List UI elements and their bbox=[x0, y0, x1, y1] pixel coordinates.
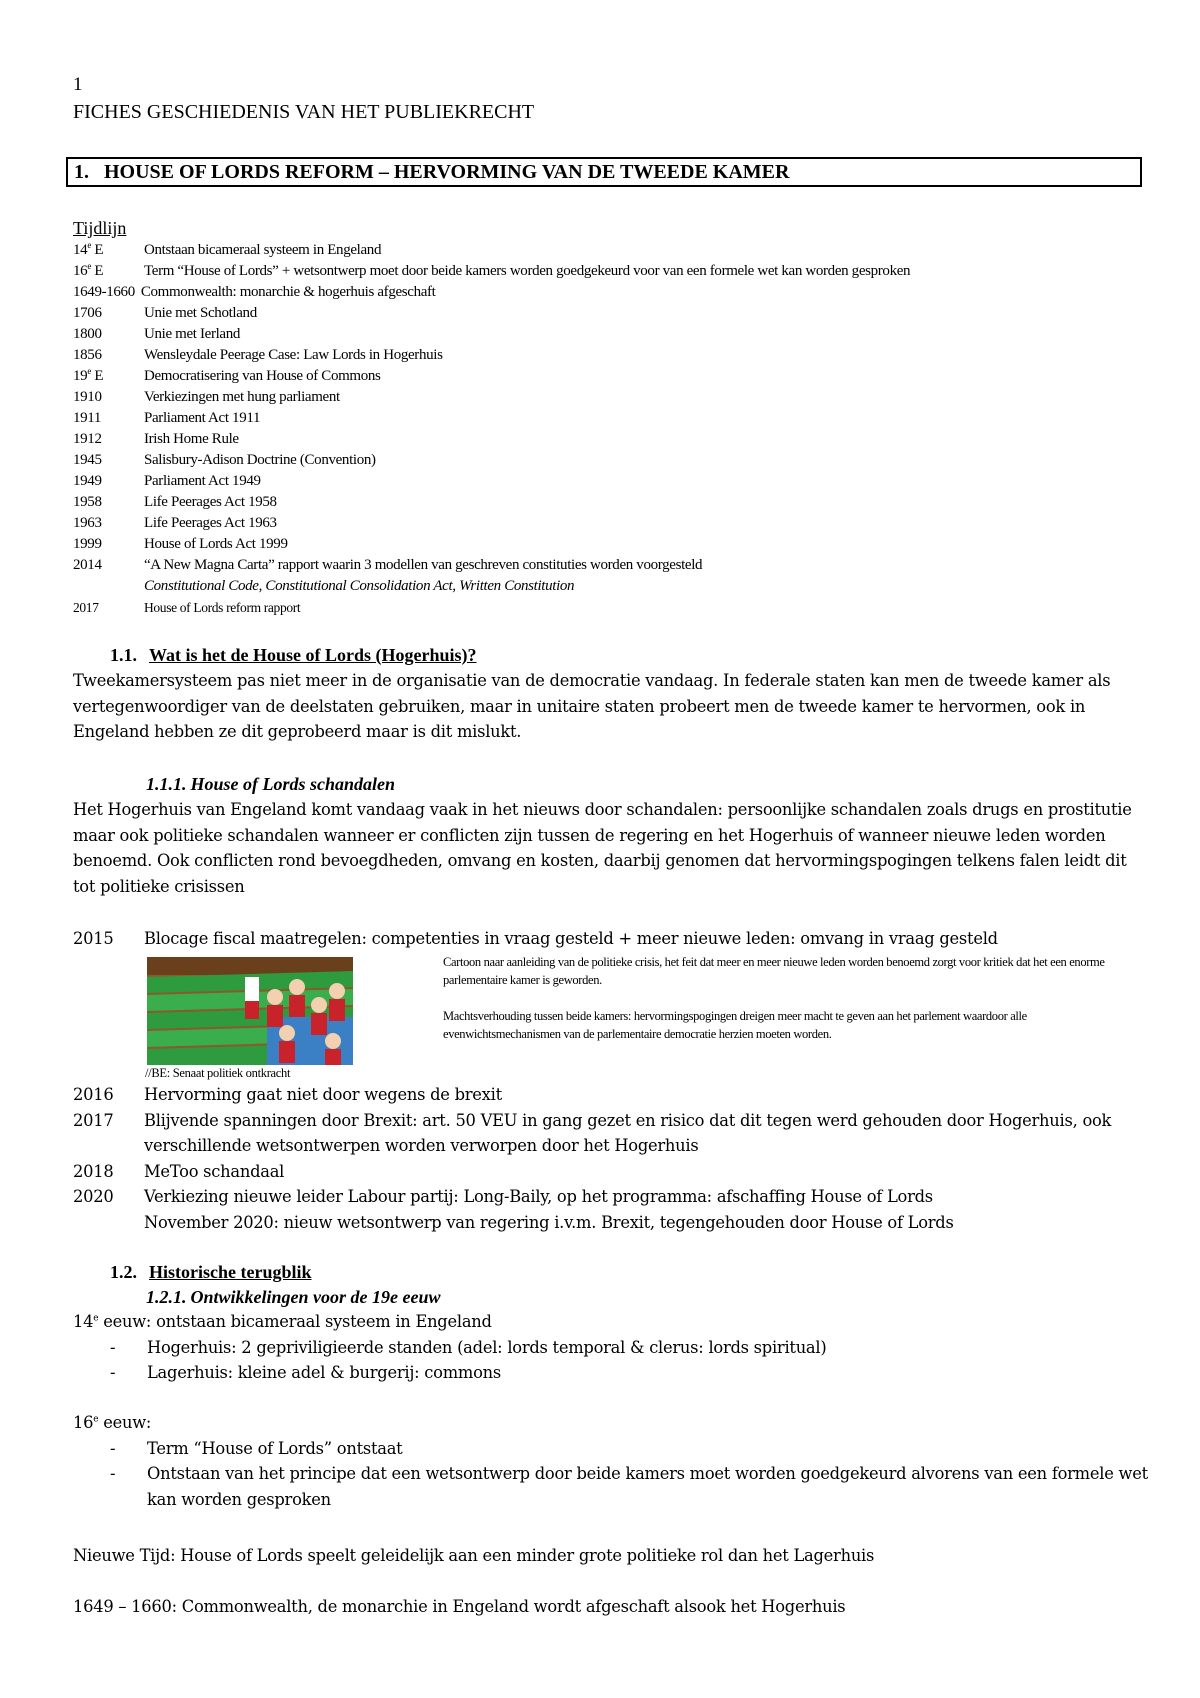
section-1-1-heading bbox=[110, 645, 477, 666]
timeline-year: 1963 bbox=[73, 515, 102, 531]
timeline-text: House of Lords Act 1999 bbox=[144, 536, 288, 552]
event-row bbox=[73, 1210, 1173, 1236]
timeline-year bbox=[73, 576, 144, 597]
timeline-year: 1649-1660 bbox=[73, 284, 135, 300]
timeline-row bbox=[73, 345, 1173, 366]
timeline-text: Democratisering van House of Commons bbox=[144, 368, 381, 384]
timeline-text: Wensleydale Peerage Case: Law Lords in Hogerhuis bbox=[144, 347, 443, 363]
timeline-year: 2014 bbox=[73, 557, 102, 573]
event-year: 2015 bbox=[73, 929, 114, 948]
timeline-text: Ontstaan bicameraal systeem in Engeland bbox=[144, 242, 382, 258]
cartoon-caption-right bbox=[443, 953, 1133, 1043]
section-title: Ontwikkelingen voor de 19e eeuw bbox=[190, 1287, 441, 1307]
bullet-list bbox=[73, 1335, 1153, 1386]
event-row bbox=[73, 926, 1173, 952]
section-1-2-1-heading bbox=[146, 1287, 441, 1308]
cartoon-illustration bbox=[147, 957, 353, 1065]
section-title: House of Lords schandalen bbox=[190, 774, 396, 794]
timeline-text: “A New Magna Carta” rapport waarin 3 modellen van geschreven constituties worden voorgesteld bbox=[144, 557, 703, 573]
bullet-list bbox=[73, 1436, 1153, 1513]
timeline-text: House of Lords reform rapport bbox=[144, 600, 301, 615]
timeline-year: 1856 bbox=[73, 347, 102, 363]
timeline-row bbox=[73, 366, 1173, 387]
section-1-1-paragraph: Tweekamersysteem pas niet meer in de organisatie van de democratie vandaag. In federale staten kan men de tweede kamer als vertegenwoordiger van de deelstaten gebruiken, maar in unitaire staten probeert men de tweede kamer te hervormen, ook in Engeland hebben ze dit geprobeerd maar is dit mislukt. bbox=[73, 671, 1111, 741]
timeline-text: Parliament Act 1911 bbox=[144, 410, 261, 426]
event-year: 2018 bbox=[73, 1161, 114, 1181]
event-text: Hervorming gaat niet door wegens de brexit bbox=[144, 1085, 502, 1104]
timeline-text: Life Peerages Act 1963 bbox=[144, 515, 277, 531]
timeline-text: Commonwealth: monarchie & hogerhuis afgeschaft bbox=[140, 284, 436, 300]
timeline-year: 1949 bbox=[73, 473, 102, 489]
event-row bbox=[73, 1184, 1173, 1210]
timeline-year: 1911 bbox=[73, 410, 102, 426]
century-heading: 14e eeuw: ontstaan bicameraal systeem in Engeland bbox=[73, 1312, 492, 1331]
event-text: MeToo schandaal bbox=[144, 1161, 285, 1181]
event-row bbox=[73, 1108, 1173, 1159]
timeline-year: 1800 bbox=[73, 326, 102, 342]
event-text: Blocage fiscal maatregelen: competenties in vraag gesteld + meer nieuwe leden: omvang in vraag gesteld bbox=[144, 929, 998, 948]
list-item: - Lagerhuis: kleine adel & burgerij: commons bbox=[110, 1363, 501, 1382]
event-year: 2020 bbox=[73, 1187, 114, 1206]
event-text: Blijvende spanningen door Brexit: art. 50 VEU in gang gezet en risico dat dit tegen werd gehouden door Hogerhuis, ook verschillende wetsontwerpen worden verworpen door het Hogerhuis bbox=[144, 1110, 1112, 1155]
section-number: 1.2.1. bbox=[146, 1287, 187, 1307]
section-number: 1.2. bbox=[110, 1262, 137, 1282]
nieuwe-tijd-paragraph: Nieuwe Tijd: House of Lords speelt geleidelijk aan een minder grote politieke rol dan het Lagerhuis bbox=[73, 1546, 875, 1565]
timeline-text: Irish Home Rule bbox=[144, 431, 239, 447]
section-1-number: 1. bbox=[74, 161, 89, 183]
event-row bbox=[73, 1082, 1173, 1108]
timeline-year: 1910 bbox=[73, 389, 102, 405]
timeline-row bbox=[73, 492, 1173, 513]
timeline-text: Unie met Ierland bbox=[144, 326, 241, 342]
event-year: 2017 bbox=[73, 1110, 114, 1130]
timeline-text: Salisbury-Adison Doctrine (Convention) bbox=[144, 452, 376, 468]
timeline-text: Unie met Schotland bbox=[144, 305, 257, 321]
timeline-row bbox=[73, 534, 1173, 555]
timeline-text: Term “House of Lords” + wetsontwerp moet door beide kamers worden goedgekeurd voor van een formele wet kan worden gesproken bbox=[144, 263, 911, 279]
timeline-row bbox=[73, 429, 1173, 450]
timeline-year: 14e E bbox=[73, 240, 104, 258]
timeline-year: 1706 bbox=[73, 305, 102, 321]
timeline-text: Life Peerages Act 1958 bbox=[144, 494, 277, 510]
timeline-year: 19e E bbox=[73, 366, 104, 384]
list-item: - Ontstaan van het principe dat een wetsontwerp door beide kamers moet worden goedgekeurd alvorens van een formele wet kan worden gesproken bbox=[110, 1464, 1148, 1509]
timeline-list bbox=[73, 240, 1173, 618]
event-year: 2016 bbox=[73, 1085, 114, 1104]
timeline-text: Parliament Act 1949 bbox=[144, 473, 261, 489]
section-title: Historische terugblik bbox=[149, 1262, 312, 1282]
document-title: FICHES GESCHIEDENIS VAN HET PUBLIEKRECHT bbox=[73, 101, 535, 123]
events-list-2016-2020 bbox=[73, 1082, 1173, 1235]
timeline-year: 1999 bbox=[73, 536, 102, 552]
timeline-year: 1958 bbox=[73, 494, 102, 510]
century-heading: 16e eeuw: bbox=[73, 1413, 152, 1432]
cartoon-caption-paragraph: Machtsverhouding tussen beide kamers: hervormingspogingen dreigen meer macht te geven aan het parlement waardoor alle evenwichtsmechanismen van de parlementaire democratie herzien moeten worden. bbox=[443, 1009, 1027, 1041]
timeline-year: 2017 bbox=[73, 600, 99, 615]
timeline-row bbox=[73, 387, 1173, 408]
timeline-row bbox=[73, 324, 1173, 345]
century-16-block bbox=[73, 1410, 1153, 1512]
timeline-row bbox=[73, 282, 1173, 303]
timeline-text: Verkiezingen met hung parliament bbox=[144, 389, 340, 405]
timeline-year: 1945 bbox=[73, 452, 102, 468]
list-item: - Term “House of Lords” ontstaat bbox=[110, 1438, 403, 1458]
timeline-row bbox=[73, 471, 1173, 492]
century-14-block bbox=[73, 1309, 1153, 1386]
section-1-1-1-paragraph: Het Hogerhuis van Engeland komt vandaag vaak in het nieuws door schandalen: persoonlijke schandalen zoals drugs en prostitutie maar ook politieke schandalen wanneer er conflicten zijn tussen de regering en het Hogerhuis of wanneer nieuwe leden worden benoemd. Ook conflicten rond bevoegdheden, omvang en kosten, daarbij genomen dat hervormingspogingen telkens falen leidt dit tot politieke crisissen bbox=[73, 800, 1132, 896]
cartoon-caption-left: //BE: Senaat politiek ontkracht bbox=[145, 1066, 291, 1080]
section-number: 1.1.1. bbox=[146, 774, 187, 794]
timeline-row bbox=[73, 450, 1173, 471]
timeline-text: Constitutional Code, Constitutional Consolidation Act, Written Constitution bbox=[144, 578, 575, 594]
timeline-year: 1912 bbox=[73, 431, 102, 447]
timeline-row bbox=[73, 555, 1173, 576]
event-row bbox=[73, 1159, 1173, 1185]
section-title: Wat is het de House of Lords (Hogerhuis)? bbox=[149, 645, 477, 665]
page-number: 1 bbox=[73, 74, 83, 95]
section-number: 1.1. bbox=[110, 645, 137, 665]
event-year bbox=[73, 1210, 144, 1236]
event-text: Verkiezing nieuwe leider Labour partij: Long-Baily, op het programma: afschaffing House of Lords bbox=[144, 1187, 933, 1206]
event-text: November 2020: nieuw wetsontwerp van regering i.v.m. Brexit, tegengehouden door House of Lords bbox=[144, 1212, 954, 1232]
timeline-row bbox=[73, 261, 1173, 282]
section-1-heading-box bbox=[66, 157, 1142, 187]
timeline-row bbox=[73, 408, 1173, 429]
commonwealth-paragraph: 1649 – 1660: Commonwealth, de monarchie in Engeland wordt afgeschaft alsook het Hogerhuis bbox=[73, 1597, 846, 1616]
section-1-1-1-heading bbox=[146, 774, 395, 795]
timeline-row bbox=[73, 597, 1173, 618]
house-of-lords-cartoon bbox=[147, 957, 353, 1065]
events-list-2015 bbox=[73, 926, 1173, 952]
timeline-row bbox=[73, 513, 1173, 534]
section-1-title: HOUSE OF LORDS REFORM – HERVORMING VAN DE TWEEDE KAMER bbox=[104, 161, 790, 183]
timeline-title: Tijdlijn bbox=[73, 218, 127, 238]
timeline-year: 16e E bbox=[73, 261, 104, 279]
list-item: - Hogerhuis: 2 gepriviligieerde standen (adel: lords temporal & clerus: lords spiritual) bbox=[110, 1337, 827, 1357]
timeline-row bbox=[73, 240, 1173, 261]
timeline-row bbox=[73, 576, 1173, 597]
cartoon-caption-paragraph: Cartoon naar aanleiding van de politieke crisis, het feit dat meer en meer nieuwe leden worden benoemd zorgt voor kritiek dat het een enorme parlementaire kamer is geworden. bbox=[443, 955, 1105, 987]
section-1-2-heading bbox=[110, 1262, 312, 1283]
timeline-row bbox=[73, 303, 1173, 324]
